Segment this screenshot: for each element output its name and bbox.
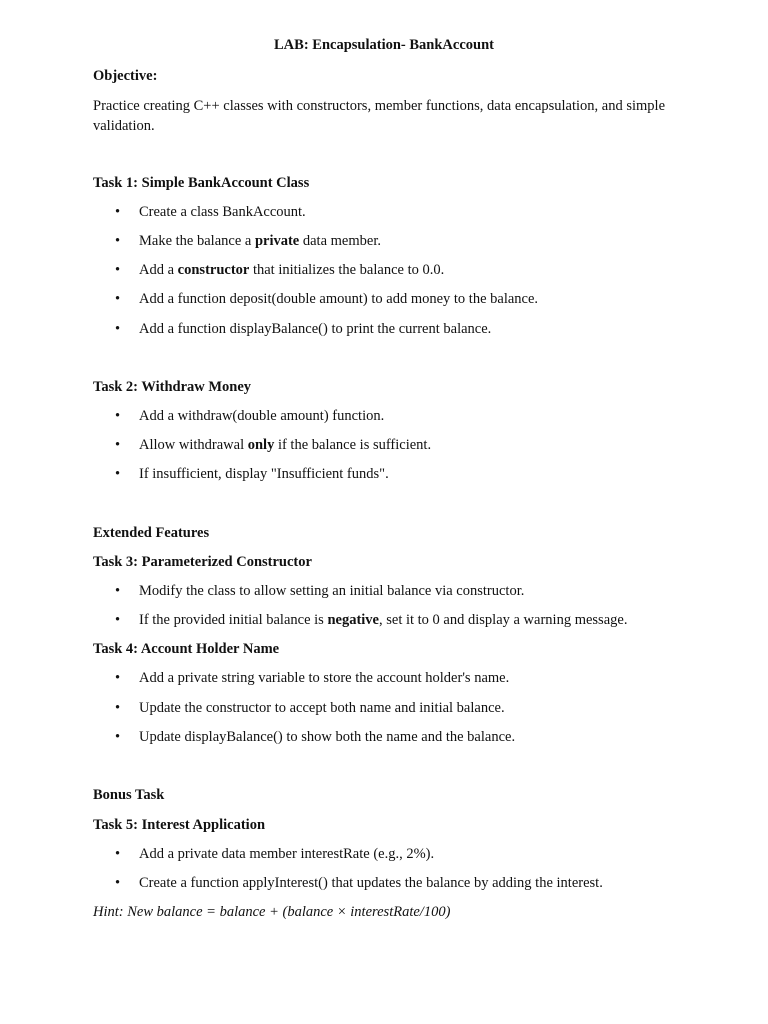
- extended-heading: Extended Features: [93, 525, 210, 541]
- list-item-text: Create a function applyInterest() that updates the balance by adding the interest.: [139, 875, 603, 891]
- bullet-icon: •: [115, 466, 121, 482]
- bullet-icon: •: [115, 612, 121, 628]
- list-item-text: Modify the class to allow setting an initial balance via constructor.: [139, 583, 525, 599]
- emphasis: constructor: [177, 262, 250, 278]
- list-item-text: Allow withdrawal only if the balance is sufficient.: [139, 437, 432, 453]
- bullet-icon: •: [115, 583, 121, 599]
- list-item-text: Add a private data member interestRate (e.g., 2%).: [139, 846, 435, 862]
- list-item-text: Add a private string variable to store the account holder's name.: [139, 670, 510, 686]
- bullet-icon: •: [115, 204, 121, 220]
- bullet-icon: •: [115, 670, 121, 686]
- task3-heading: Task 3: Parameterized Constructor: [93, 554, 312, 570]
- bonus-heading: Bonus Task: [93, 787, 165, 803]
- emphasis: private: [254, 233, 300, 249]
- bullet-icon: •: [115, 437, 121, 453]
- task4-heading: Task 4: Account Holder Name: [93, 641, 280, 657]
- page-title: LAB: Encapsulation- BankAccount: [274, 37, 494, 53]
- list-item-text: Add a withdraw(double amount) function.: [139, 408, 385, 424]
- list-item-text: If the provided initial balance is negative, set it to 0 and display a warning message.: [139, 612, 628, 628]
- list-item-text: Add a constructor that initializes the balance to 0.0.: [139, 262, 445, 278]
- hint-text: Hint: New balance = balance + (balance × interestRate/100): [93, 904, 451, 920]
- list-item-text: Add a function displayBalance() to print the current balance.: [139, 321, 492, 337]
- bullet-icon: •: [115, 729, 121, 745]
- list-item-text: Update the constructor to accept both name and initial balance.: [139, 700, 505, 716]
- list-item-text: Make the balance a private data member.: [139, 233, 381, 249]
- list-item-text: Add a function deposit(double amount) to add money to the balance.: [139, 291, 539, 307]
- bullet-icon: •: [115, 233, 121, 249]
- task2-heading: Task 2: Withdraw Money: [93, 379, 252, 395]
- emphasis: negative: [327, 612, 379, 628]
- bullet-icon: •: [115, 291, 121, 307]
- bullet-icon: •: [115, 408, 121, 424]
- task1-heading: Task 1: Simple BankAccount Class: [93, 175, 310, 191]
- bullet-icon: •: [115, 875, 121, 891]
- bullet-icon: •: [115, 846, 121, 862]
- bullet-icon: •: [115, 700, 121, 716]
- bullet-icon: •: [115, 321, 121, 337]
- objective-heading: Objective:: [93, 68, 158, 84]
- emphasis: only: [247, 437, 275, 453]
- bullet-icon: •: [115, 262, 121, 278]
- objective-text: Practice creating C++ classes with constructors, member functions, data encapsulation, and simple validation.: [93, 98, 666, 134]
- task5-heading: Task 5: Interest Application: [93, 817, 266, 833]
- list-item-text: Update displayBalance() to show both the name and the balance.: [139, 729, 516, 745]
- list-item-text: If insufficient, display "Insufficient funds".: [139, 466, 389, 482]
- list-item-text: Create a class BankAccount.: [139, 204, 306, 220]
